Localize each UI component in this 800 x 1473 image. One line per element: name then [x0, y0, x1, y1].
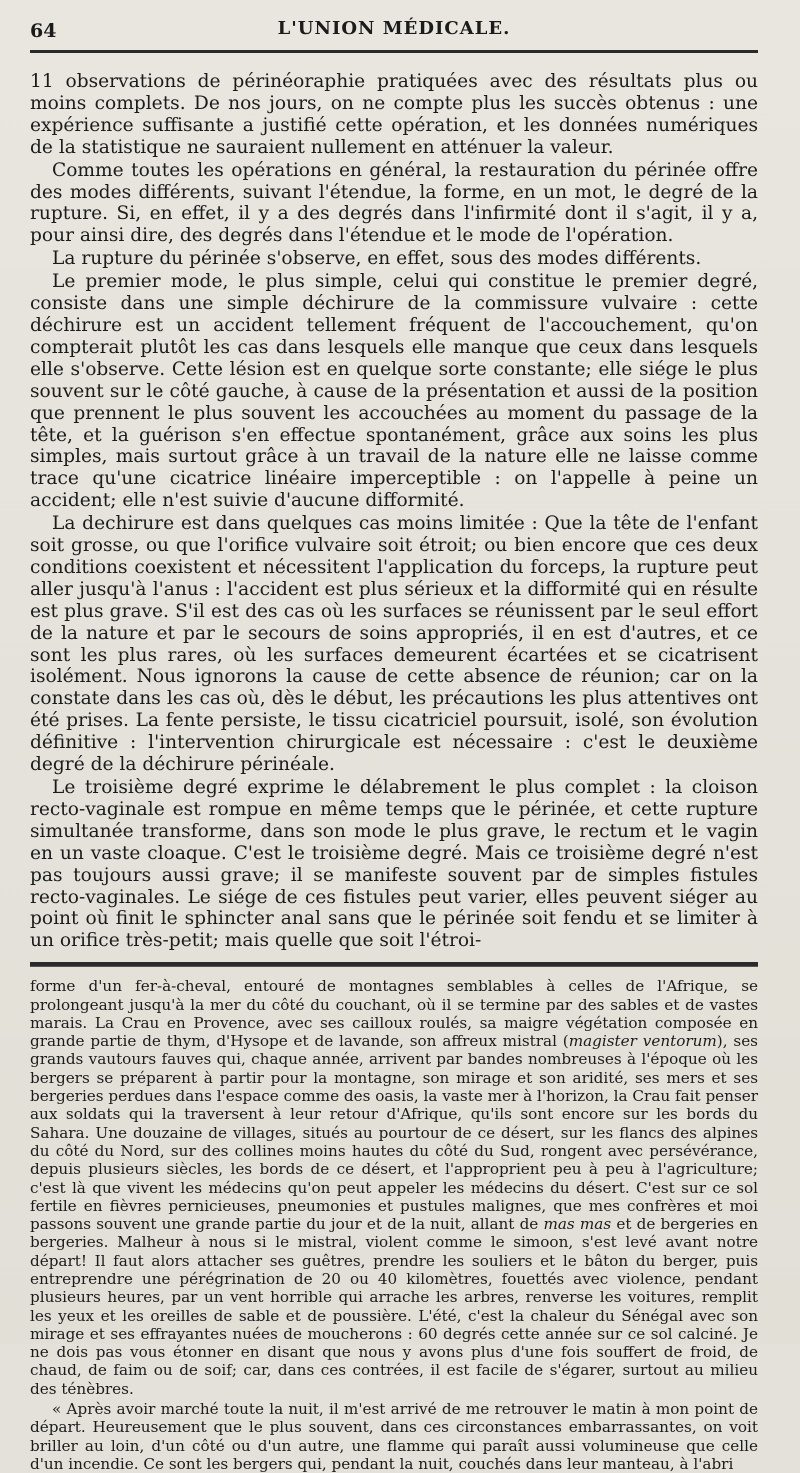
footnote-text: ), ses grands vautours fauves qui, chaque année, arrivent par bandes nombreuses à l'époque où les bergers se préparent à partir pour la montagne, son mirage et son aridité, ses mers et ses bergeries perdues dans l'espace comme des oasis, la vaste mer à l'horizon, la Crau fait penser aux soldats qui la traversent à leur retour d'Afrique, qu'ils sont encore sur les bords du Sahara. Une douzaine de villages, situés au pourtour de ce désert, sur les flancs des alpines du côté du Nord, sur des collines moins hautes du côté du Sud, rongent avec persévérance, depuis plusieurs siècles, les bords de ce désert, et l'approprient peu à peu à l'agriculture; c'est là que vivent les médecins qu'on peut appeler les médecins du désert. C'est sur ce sol fertile en fièvres pernicieuses, pneumonies et pustules malignes, que mes confrères et moi passons souvent une grande partie du jour et de la nuit, allant de: [30, 1032, 758, 1234]
footnote-text: forme d'un fer-à-cheval, entouré de montagnes semblables à celles de l'Afrique, se prolongeant jusqu'à la mer du côté du couchant, où il se termine par des sables et de vastes marais. La Crau en Provence, avec ses cailloux roulés, sa maigre végétation composée en grande partie de thym, d'Hysope et de lavande, son affreux mistral (: [30, 977, 758, 1051]
footnote-separator: [30, 962, 758, 967]
header-rule: [30, 50, 758, 53]
footnote-italic-phrase: mas mas: [543, 1215, 612, 1234]
paragraph: Le troisième degré exprime le délabrement le plus complet : la cloison recto-vaginale est rompue en même temps que le périnée, et cette rupture simultanée transforme, dans son mode le plus grave, le rectum et le vagin en un vaste cloaque. C'est le troisième degré. Mais ce troisième degré n'est pas toujours aussi grave; il se manifeste souvent par de simples fistules recto-vaginales. Le siége de ces fistules peut varier, elles peuvent siéger au point où finit le sphincter anal sans que le périnée soit fendu et se limiter à un orifice très-petit; mais quelle que soit l'étroi-: [30, 777, 758, 952]
paragraph: Le premier mode, le plus simple, celui qui constitue le premier degré, consiste dans une simple déchirure de la commissure vulvaire : cette déchirure est un accident tellement fréquent de l'accouchement, qu'on compterait plutôt les cas dans lesquels elle manque que ceux dans lesquels elle s'observe. Cette lésion est en quelque sorte constante; elle siége le plus souvent sur le côté gauche, à cause de la présentation et aussi de la position que prennent le plus souvent les accouchées au moment du passage de la tête, et la guérison s'en effectue spontanément, grâce aux soins les plus simples, mais surtout grâce à un travail de la nature elle ne laisse comme trace qu'une cicatrice linéaire imperceptible : on l'appelle à peine un accident; elle n'est suivie d'aucune difformité.: [30, 271, 758, 512]
footnote-paragraph: « Après avoir marché toute la nuit, il m'est arrivé de me retrouver le matin à mon point de départ. Heureusement que le plus souvent, dans ces circonstances embarrassantes, on voit briller au loin, d'un côté ou d'un autre, une flamme qui paraît aussi volumineuse que celle d'un incendie. Ce sont les bergers qui, pendant la nuit, couchés dans leur manteau, à l'abri: [30, 1400, 758, 1473]
footnote: [30, 977, 758, 1473]
running-title: L'UNION MÉDICALE.: [277, 18, 511, 39]
paragraph: Comme toutes les opérations en général, la restauration du périnée offre des modes différents, suivant l'étendue, la forme, en un mot, le degré de la rupture. Si, en effet, il y a des degrés dans l'infirmité dont il s'agit, il y a, pour ainsi dire, des degrés dans l'étendue et le mode de l'opération.: [30, 159, 758, 247]
footnote-paragraph: [30, 977, 758, 1398]
paragraph: 11 observations de périnéoraphie pratiquées avec des résultats plus ou moins complets. De nos jours, on ne compte plus les succès obtenus : une expérience suffisante a justifié cette opération, et les données numériques de la statistique ne sauraient nullement en atténuer la valeur.: [30, 71, 758, 158]
paragraph: La dechirure est dans quelques cas moins limitée : Que la tête de l'enfant soit grosse, ou que l'orifice vulvaire soit étroit; ou bien encore que ces deux conditions coexistent et nécessitent l'application du forceps, la rupture peut aller jusqu'à l'anus : l'accident est plus sérieux et la difformité qui en résulte est plus grave. S'il est des cas où les surfaces se réunissent par le seul effort de la nature et par le secours de soins appropriés, il en est d'autres, et ce sont les plus rares, où les surfaces demeurent écartées et se cicatrisent isolément. Nous ignorons la cause de cette absence de réunion; car on la constate dans les cas où, dès le début, les précautions les plus attentives ont été prises. La fente persiste, le tissu cicatriciel poursuit, isolé, son évolution définitive : l'intervention chirurgicale est nécessaire : c'est le deuxième degré de la déchirure périnéale.: [30, 513, 758, 776]
footnote-italic-phrase: magister ventorum: [568, 1032, 717, 1051]
page-number: 64: [30, 20, 57, 42]
paragraph: La rupture du périnée s'observe, en effet, sous des modes différents.: [52, 248, 702, 270]
page-header: [30, 0, 758, 44]
footnote-text: et de bergeries en bergeries. Malheur à nous si le mistral, violent comme le simoon, s'est levé avant notre départ! Il faut alors attacher ses guêtres, prendre les souliers et le bâton du berger, puis entreprendre une pérégrination de 20 ou 40 kilomètres, fouettés avec violence, pendant plusieurs heures, par un vent horrible qui arrache les arbres, renverse les voitures, remplit les yeux et les oreilles de sable et de poussière. L'été, c'est la chaleur du Sénégal avec son mirage et ses effrayantes nuées de moucherons : 60 degrés cette année sur ce sol calciné. Je ne dois pas vous étonner en disant que nous y avons plus d'une fois souffert de froid, de chaud, de faim ou de soif; car, dans ces contrées, il est facile de s'égarer, surtout au milieu des ténèbres.: [30, 1215, 759, 1398]
main-text: [30, 71, 758, 952]
